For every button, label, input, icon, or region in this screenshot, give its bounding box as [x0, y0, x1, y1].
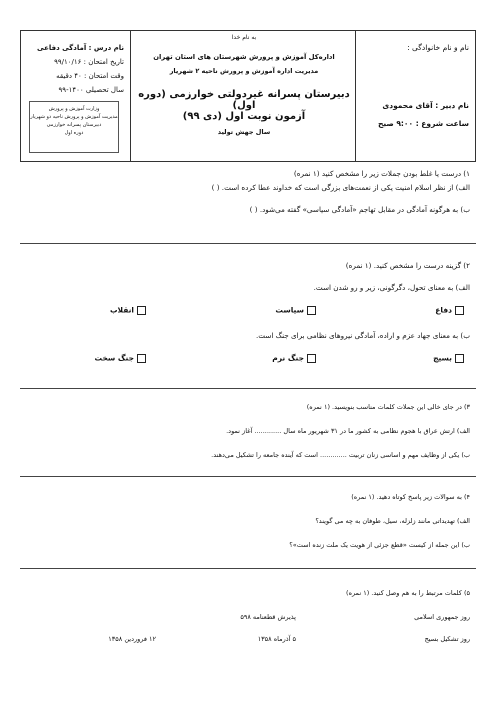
- stamp-line-2: مدیریت آموزش و پرورش ناحیه دو شهریار: [30, 114, 118, 120]
- checkbox[interactable]: [455, 354, 464, 363]
- exam-header: [20, 30, 476, 162]
- q5-mid-2: ۵ آذرماه ۱۳۵۸: [257, 635, 296, 643]
- question-5: [20, 590, 476, 660]
- q3-a: الف) ارتش عراق با هجوم نظامی به کشور ما در ۳۱ شهریور ماه سال ............. آغاز نمود.: [226, 427, 470, 435]
- checkbox[interactable]: [307, 354, 316, 363]
- year-label: سال تحصیلی ۱۴۰۰-۹۹: [58, 86, 124, 94]
- q4-a: الف) تهدیداتی مانند زلزله، سیل، طوفان به چه می گویند؟: [315, 517, 470, 525]
- q4-b: ب) این جمله از کیست «قطع جزئی از هویت یک ملت زنده است»؟: [289, 541, 470, 549]
- q1-a: الف) از نظر اسلام امنیت یکی از نعمت‌های بزرگی است که خداوند عطا کرده است. ( ): [211, 183, 470, 192]
- q2-a-option-1[interactable]: دفاع: [435, 306, 464, 315]
- org-line-1: اداره‌کل آموزش و پرورش شهرستان های استان تهران: [153, 53, 335, 61]
- q5-left-1: روز جمهوری اسلامی: [414, 613, 470, 621]
- student-info: [355, 31, 475, 161]
- q5-mid-1: پذیرش قطعنامه ۵۹۸: [240, 613, 296, 621]
- q2-a-option-3[interactable]: انقلاب: [110, 306, 146, 315]
- checkbox[interactable]: [455, 306, 464, 315]
- q3-b: ب) یکی از وظایف مهم و اساسی زنان تربیت ............. است که آینده جامعه را تشکیل می‌دهند.: [211, 451, 470, 459]
- divider: [20, 388, 476, 389]
- q4-title: ۴) به سوالات زیر پاسخ کوتاه دهید. (۱ نمره): [351, 493, 470, 501]
- school-name: دبیرستان پسرانه غیردولتی خوارزمی (دوره اول): [138, 89, 350, 111]
- stamp-line-3: دبیرستان پسرانه خوارزمی: [46, 122, 102, 128]
- question-2: [20, 262, 476, 382]
- q5-right-1: ۱۲ فروردین ۱۳۵۸: [108, 635, 156, 643]
- checkbox[interactable]: [137, 306, 146, 315]
- q5-left-2: روز تشکیل بسیج: [424, 635, 470, 643]
- checkbox[interactable]: [137, 354, 146, 363]
- divider: [20, 568, 476, 569]
- stamp-line-1: وزارت آموزش و پرورش: [48, 106, 100, 112]
- teacher-label: نام دبیر : آقای محمودی: [382, 101, 469, 110]
- q1-title: ۱) درست یا غلط بودن جملات زیر را مشخص کنید (۱ نمره): [293, 169, 470, 178]
- subject-label: نام درس : آمادگی دفاعی: [37, 44, 124, 52]
- exam-title-block: [131, 31, 357, 161]
- checkbox[interactable]: [307, 306, 316, 315]
- q1-b: ب) به هرگونه آمادگی در مقابل تهاجم «آمادگی سیاسی» گفته می‌شود. ( ): [249, 205, 470, 214]
- student-name-label: نام و نام خانوادگی :: [407, 43, 469, 52]
- divider: [20, 476, 476, 477]
- q3-title: ۳) در جای خالی این جملات کلمات مناسب بنویسید. (۱ نمره): [306, 403, 470, 411]
- stamp-line-4: دوره اول: [64, 130, 84, 136]
- duration-label: وقت امتحان : ۴۰ دقیقه: [56, 72, 124, 80]
- q2-b-option-1[interactable]: بسیج: [433, 354, 464, 363]
- question-4: [20, 494, 476, 554]
- q2-title: ۲) گزینه درست را مشخص کنید. (۱ نمره): [345, 261, 470, 270]
- exam-title: آزمون نوبت اول (دی ۹۹): [182, 111, 306, 122]
- question-3: [20, 404, 476, 464]
- q2-a: الف) به معنای تحول، دگرگونی، زیر و رو شدن است.: [313, 283, 470, 292]
- q2-b: ب) به معنای جهاد عزم و اراده، آمادگی نیروهای نظامی برای جنگ است.: [255, 331, 470, 340]
- divider: [20, 243, 476, 244]
- year-slogan: سال جهش تولید: [217, 128, 271, 136]
- q2-b-option-3[interactable]: جنگ سخت: [95, 354, 146, 363]
- org-line-2: مدیریت اداره آموزش و پرورش ناحیه ۲ شهریار: [169, 67, 319, 75]
- exam-details: [21, 31, 131, 161]
- q2-a-option-2[interactable]: سیاست: [275, 306, 316, 315]
- date-label: تاریخ امتحان : ۹۹/۱۰/۱۶: [54, 58, 124, 66]
- q5-title: ۵) کلمات مرتبط را به هم وصل کنید. (۱ نمره): [346, 589, 470, 597]
- q2-b-option-2[interactable]: جنگ نرم: [272, 354, 316, 363]
- school-stamp: [29, 101, 119, 153]
- start-time-label: ساعت شروع : ۹:۰۰ صبح: [378, 119, 469, 128]
- question-1: [20, 170, 476, 240]
- basmala: به نام خدا: [231, 34, 257, 41]
